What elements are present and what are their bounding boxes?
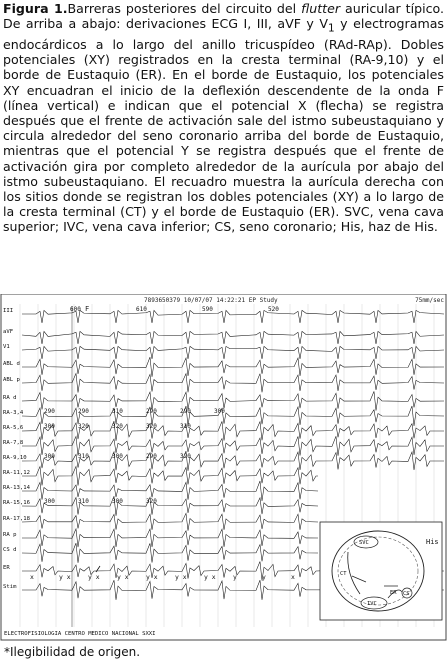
interval-value: 310 — [180, 423, 191, 430]
interval-value: 590 — [202, 306, 213, 313]
lead-label: III — [3, 308, 14, 314]
interval-value: 300 — [44, 423, 55, 430]
lead-label: RA-15,16 — [3, 500, 30, 506]
interval-value: 600 — [70, 306, 81, 313]
interval-value: 290 — [146, 453, 157, 460]
interval-value: 320 — [180, 453, 191, 460]
xy-label: x — [30, 573, 34, 581]
xy-label: y x — [59, 573, 71, 581]
interval-value: 290 — [146, 408, 157, 415]
tracing-speed: 75mm/sec — [415, 297, 444, 304]
f-wave-label: F — [85, 305, 90, 313]
lead-label: CS d — [3, 547, 17, 553]
inset-label: CT — [340, 571, 347, 577]
interval-value: 310 — [112, 408, 123, 415]
lead-label: aVF — [3, 329, 14, 335]
inset-label: ER — [390, 590, 397, 596]
inset-label: IVC — [367, 601, 377, 607]
interval-value: 320 — [146, 498, 157, 505]
inset-label: CS — [403, 591, 410, 597]
lead-label: ABL d — [3, 361, 20, 367]
xy-label: y x — [146, 573, 158, 581]
interval-value: 310 — [78, 498, 89, 505]
tracing-footer: ELECTROFISIOLOGIA CENTRO MEDICO NACIONAL SXXI — [4, 631, 156, 637]
lead-label: RA-13,14 — [3, 485, 30, 491]
lead-label: RA-9,10 — [3, 455, 27, 461]
interval-value: 290 — [78, 408, 89, 415]
lead-label: Stim — [3, 584, 17, 590]
xy-label: y x — [204, 573, 216, 581]
inset-label: His — [426, 538, 439, 546]
caption-subscript: 1 — [327, 22, 335, 35]
right-atrium-inset — [320, 522, 442, 620]
xy-label: x — [291, 573, 295, 581]
lead-label: RA p — [3, 532, 17, 538]
interval-value: 310 — [78, 453, 89, 460]
lead-label: RA-3,4 — [3, 410, 24, 416]
lead-label: ER — [3, 565, 10, 571]
lead-label: RA-11,12 — [3, 470, 30, 476]
lead-label: RA d — [3, 395, 17, 401]
interval-value: 320 — [112, 423, 123, 430]
interval-value: 520 — [268, 306, 279, 313]
interval-value: 300 — [112, 498, 123, 505]
caption-text-b: auricular típico. De arriba a abajo: derivaciones ECG I, III, aVF y V — [3, 1, 444, 32]
xy-label: y x — [88, 573, 100, 581]
tracing-header: 7893650379 10/07/07 14:22:21 EP Study — [144, 297, 278, 304]
interval-value: 290 — [180, 408, 191, 415]
lead-label: RA-5,6 — [3, 425, 24, 431]
lead-label: ABL p — [3, 377, 20, 383]
footnote: *Ilegibilidad de origen. — [4, 645, 141, 659]
interval-value: 320 — [78, 423, 89, 430]
lead-label: V1 — [3, 344, 10, 350]
ecg-tracing-figure — [0, 294, 447, 642]
figure-caption — [3, 1, 444, 235]
interval-value: 300 — [44, 453, 55, 460]
interval-value: 290 — [44, 408, 55, 415]
interval-value: 300 — [112, 453, 123, 460]
caption-italic: flutter — [301, 1, 341, 16]
xy-label: y — [262, 573, 266, 581]
interval-value: 320 — [146, 423, 157, 430]
caption-label: Figura 1. — [3, 1, 68, 16]
xy-label: y x — [175, 573, 187, 581]
inset-label: SVC — [359, 540, 369, 546]
xy-label: y — [233, 573, 237, 581]
interval-value: 610 — [136, 306, 147, 313]
caption-text-a: Barreras posteriores del circuito del — [67, 1, 302, 16]
interval-value: 300 — [214, 408, 225, 415]
xy-label: y x — [117, 573, 129, 581]
lead-label: RA-17,18 — [3, 516, 30, 522]
interval-value: 300 — [44, 498, 55, 505]
lead-label: RA-7,8 — [3, 440, 24, 446]
caption-text-c: y electrogramas endocárdicos a lo largo del anillo tricuspídeo (RAd-RAp). Dobles potenciales (XY) registrados en la cresta terminal (RA-9,10) y el borde de Eustaquio (ER). En el borde de Eustaquio, los potenciales XY encuadran el inicio de la deflexión descendente de la onda F (línea vertical) e indican que el potencial X (flecha) se registra después que el frente de activación sale del istmo subeustaquiano y circula alrededor del seno coronario arriba del borde de Eustaquio, mientras que el potencial Y se registra después que el frente de activación gira por completo alrededor de la aurícula por abajo del istmo subeustaquiano. El recuadro muestra la aurícula derecha con los sitios donde se registran los dobles potenciales (XY) a lo largo de la cresta terminal (CT) y el borde de Eustaquio (ER). SVC, vena cava superior; IVC, vena cava inferior; CS, seno coronario; His, haz de His. — [3, 16, 444, 235]
